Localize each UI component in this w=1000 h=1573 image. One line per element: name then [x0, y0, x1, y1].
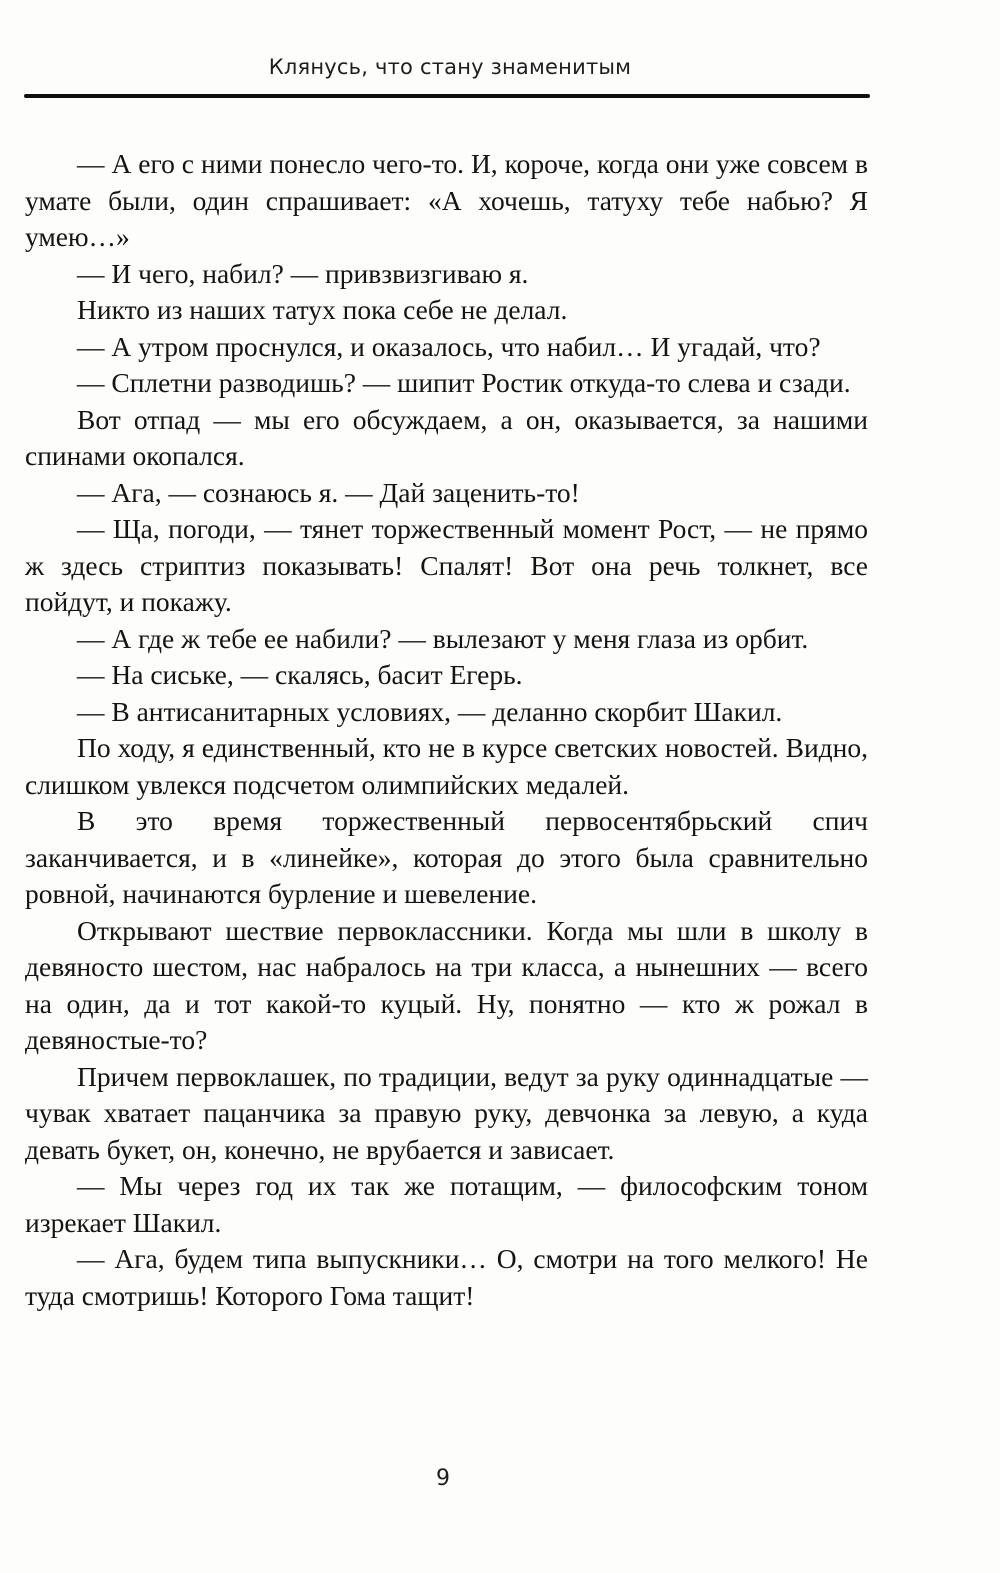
paragraph: Открывают шествие первоклассники. Когда мы шли в школу в девяносто шестом, нас набралось на три класса, а нынешних — всего на один, да и тот какой-то куцый. Ну, понятно — кто ж рожал в девяностые-то?	[25, 914, 868, 1055]
paragraph: — А утром проснулся, и оказалось, что набил… И угадай, что?	[77, 330, 821, 362]
paragraph: — Ага, будем типа выпускники… О, смотри на того мелкого! Не туда смотришь! Которого Гома тащит!	[25, 1243, 868, 1311]
paragraph: В это время торжественный первосентябрьский спич заканчивается, и в «линейке», которая до этого была сравнительно ровной, начинаются бурление и шевеление.	[25, 805, 868, 909]
paragraph: — Сплетни разводишь? — шипит Ростик откуда-то слева и сзади.	[77, 367, 851, 398]
paragraph: — Ага, — сознаюсь я. — Дай заценить-то!	[77, 476, 580, 508]
paragraph: — На сиське, — скалясь, басит Егерь.	[77, 659, 523, 690]
paragraph: — Ща, погоди, — тянет торжественный момент Рост, — не прямо ж здесь стриптиз показывать! Спалят! Вот она речь толкнет, все пойдут, и покажу.	[25, 513, 868, 617]
paragraph: Никто из наших татух пока себе не делал.	[77, 294, 568, 325]
paragraph: Причем первоклашек, по традиции, ведут за руку одиннадцатые — чувак хватает пацанчика за правую руку, девчонка за левую, а куда девать букет, он, конечно, не врубается и зависает.	[25, 1060, 868, 1165]
running-head: Клянусь, что стану знаменитым	[268, 55, 632, 79]
paragraph: — А где ж тебе ее набили? — вылезают у меня глаза из орбит.	[77, 622, 809, 654]
paragraph: — В антисанитарных условиях, — деланно скорбит Шакил.	[77, 695, 783, 727]
paragraph: — Мы через год их так же потащим, — философским тоном изрекает Шакил.	[25, 1170, 868, 1238]
body-text	[25, 146, 868, 1314]
paragraph: По ходу, я единственный, кто не в курсе светских новостей. Видно, слишком увлекся подсчетом олимпийских медалей.	[25, 732, 868, 800]
paragraph: Вот отпад — мы его обсуждаем, а он, оказывается, за нашими спинами окопался.	[25, 403, 868, 471]
paragraph: — А его с ними понесло чего-то. И, короче, когда они уже совсем в умате были, один спрашивает: «А хочешь, татуху тебе набью? Я умею…»	[25, 148, 868, 252]
header-rule	[24, 94, 870, 98]
paragraph: — И чего, набил? — привзвизгиваю я.	[77, 257, 529, 289]
page-number: 9	[436, 1466, 450, 1491]
